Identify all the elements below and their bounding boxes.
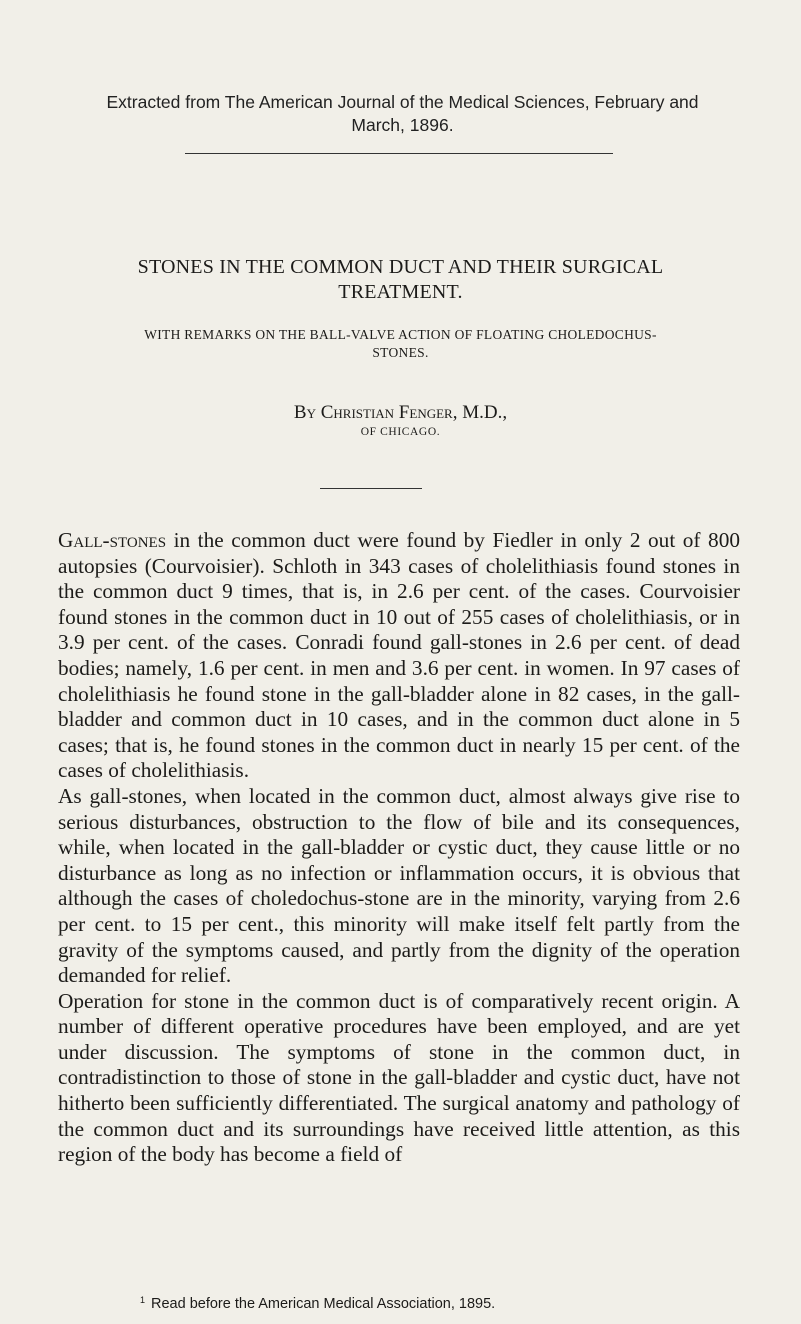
article-subtitle-line-2: STONES. bbox=[372, 345, 429, 360]
article-title-line-2: TREATMENT. bbox=[338, 281, 463, 303]
footnote bbox=[140, 1291, 740, 1313]
source-citation-line-1: Extracted from The American Journal of the Medical Sciences, February and bbox=[106, 92, 699, 112]
article-subtitle bbox=[70, 326, 731, 362]
article-subtitle-line-1: WITH REMARKS ON THE BALL-VALVE ACTION OF FLOATING CHOLEDOCHUS- bbox=[144, 327, 657, 342]
body-paragraph-2: As gall-stones, when located in the common duct, almost always give rise to serious disturbances, obstruction to the flow of bile and its consequences, while, when located in the gall-bladder or cystic duct, they cause little or no disturbance as long as no infection or inflammation occurs, it is obvious that although the cases of choledochus-stone are in the minority, varying from 2.6 per cent. to 15 per cent., this minority will make itself felt partly from the gravity of the symptoms caused, and partly from the dignity of the operation demanded for relief. bbox=[58, 783, 740, 988]
source-citation-line-2: March, 1896. bbox=[351, 115, 454, 135]
body-paragraph-3: Operation for stone in the common duct is of comparatively recent origin. A number of different operative procedures have been employed, and are yet under discussion. The symptoms of stone in the common duct, in contradistinction to those of stone in the gall-bladder and cystic duct, have not hitherto been sufficiently differentiated. The surgical anatomy and pathology of the common duct and its surroundings have received little attention, as this region of the body has become a field of bbox=[58, 988, 740, 1167]
author-affiliation: OF CHICAGO. bbox=[360, 426, 441, 438]
article-title bbox=[70, 255, 731, 305]
source-citation bbox=[90, 91, 715, 137]
author-byline: By Christian Fenger, M.D., bbox=[293, 402, 508, 423]
article-title-line-1: STONES IN THE COMMON DUCT AND THEIR SURGICAL bbox=[137, 256, 664, 278]
body-paragraph-1 bbox=[58, 528, 740, 784]
footnote-marker: 1 bbox=[140, 1295, 146, 1305]
article-body bbox=[58, 528, 740, 1168]
lead-word: Gall-stones bbox=[58, 528, 167, 552]
top-divider bbox=[185, 153, 613, 154]
paragraph-1-text: in the common duct were found by Fiedler in only 2 out of 800 autopsies (Courvoisier). Schloth in 343 cases of cholelithiasis found stones in the common duct 9 times, that is, in 2.6 per cent. of the cases. Courvoisier found stones in the common duct in 10 out of 255 cases of cholelithiasis, or in 3.9 per cent. of the cases. Conradi found gall-stones in 2.6 per cent. of dead bodies; namely, 1.6 per cent. in men and 3.6 per cent. in women. In 97 cases of cholelithiasis he found stone in the gall-bladder alone in 82 cases, in the gall-bladder and common duct in 10 cases, and in the common duct alone in 5 cases; that is, he found stones in the common duct in nearly 15 per cent. of the cases of cholelithiasis. bbox=[58, 528, 740, 783]
section-divider bbox=[320, 488, 422, 489]
footnote-text: Read before the American Medical Association, 1895. bbox=[151, 1296, 496, 1312]
